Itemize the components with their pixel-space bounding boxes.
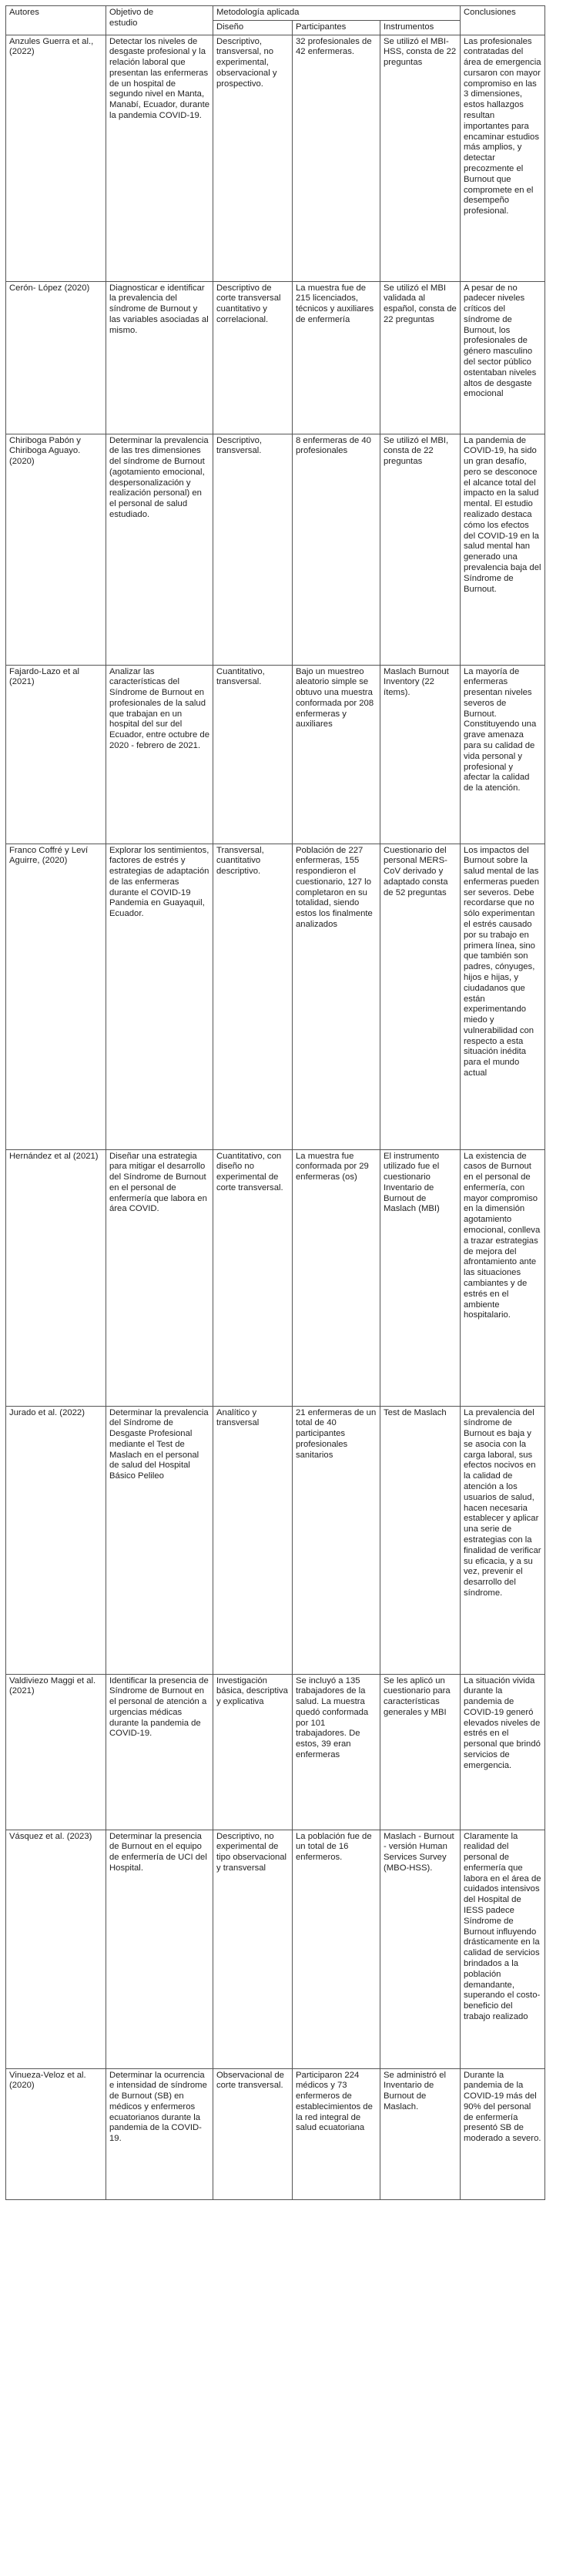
- cell-objetivo: Explorar los sentimientos, factores de estrés y estrategias de adaptación de las enfermeras durante el COVID-19 Pandemia en Guayaquil, Ecuador.: [106, 844, 213, 1149]
- cell-objetivo: Determinar la prevalencia del Síndrome de Desgaste Profesional mediante el Test de Maslach en el personal de salud del Hospital Básico Pelileo: [106, 1406, 213, 1674]
- studies-table-wrapper: [5, 5, 544, 2200]
- table-row: [6, 1406, 545, 1674]
- cell-autores: Fajardo-Lazo et al (2021): [6, 665, 106, 844]
- header-instrumentos: Instrumentos: [380, 20, 461, 35]
- header-row-1: [6, 6, 545, 21]
- cell-instrumentos: Test de Maslach: [380, 1406, 461, 1674]
- cell-conclusiones: Claramente la realidad del personal de enfermería que labora en el área de cuidados intensivos del Hospital de IESS padece Síndrome de Burnout influyendo drásticamente en la calidad de servicios brindados a la población demandante, superando el costo-beneficio del trabajo realizado: [461, 1830, 545, 2068]
- cell-conclusiones: La existencia de casos de Burnout en el personal de enfermería, con mayor compromiso en la dimensión agotamiento emocional, conlleva a trazar estrategias de mejora del afrontamiento ante las situaciones cambiantes y de estrés en el ambiente hospitalario.: [461, 1149, 545, 1406]
- cell-objetivo: Analizar las características del Síndrome de Burnout en profesionales de la salud que trabajan en un hospital del sur del Ecuador, entre octubre de 2020 - febrero de 2021.: [106, 665, 213, 844]
- cell-conclusiones: A pesar de no padecer niveles críticos del síndrome de Burnout, los profesionales de género masculino del sector público ostentaban niveles altos de desgaste emocional: [461, 281, 545, 434]
- cell-diseno: Analítico y transversal: [213, 1406, 293, 1674]
- cell-instrumentos: Se utilizó el MBI validada al español, consta de 22 preguntas: [380, 281, 461, 434]
- cell-autores: Vinueza-Veloz et al. (2020): [6, 2068, 106, 2199]
- cell-diseno: Descriptivo, no experimental de tipo observacional y transversal: [213, 1830, 293, 2068]
- cell-autores: Valdiviezo Maggi et al. (2021): [6, 1674, 106, 1830]
- cell-objetivo: Determinar la presencia de Burnout en el equipo de enfermería de UCI del Hospital.: [106, 1830, 213, 2068]
- cell-objetivo: Diagnosticar e identificar la prevalencia del síndrome de Burnout y las variables asociadas al mismo.: [106, 281, 213, 434]
- cell-participantes: 8 enfermeras de 40 profesionales: [293, 434, 380, 665]
- table-row: [6, 1674, 545, 1830]
- cell-objetivo: Determinar la ocurrencia e intensidad de síndrome de Burnout (SB) en médicos y enfermeros ecuatorianos durante la pandemia de la COVID-19.: [106, 2068, 213, 2199]
- table-row: [6, 35, 545, 281]
- header-diseno: Diseño: [213, 20, 293, 35]
- header-participantes: Participantes: [293, 20, 380, 35]
- cell-autores: Jurado et al. (2022): [6, 1406, 106, 1674]
- cell-conclusiones: La pandemia de COVID-19, ha sido un gran desafío, pero se desconoce el alcance total del impacto en la salud mental. El estudio realizado destaca cómo los efectos del COVID-19 en la salud mental han generado una prevalencia baja del Síndrome de Burnout.: [461, 434, 545, 665]
- cell-participantes: 32 profesionales de 42 enfermeras.: [293, 35, 380, 281]
- cell-instrumentos: El instrumento utilizado fue el cuestionario Inventario de Burnout de Maslach (MBI): [380, 1149, 461, 1406]
- cell-participantes: Se incluyó a 135 trabajadores de la salud. La muestra quedó conformada por 101 trabajadores. De estos, 39 eran enfermeras: [293, 1674, 380, 1830]
- table-row: [6, 2068, 545, 2199]
- cell-autores: Franco Coffré y Leví Aguirre, (2020): [6, 844, 106, 1149]
- cell-instrumentos: Maslach Burnout Inventory (22 ítems).: [380, 665, 461, 844]
- cell-instrumentos: Se utilizó el MBI-HSS, consta de 22 preguntas: [380, 35, 461, 281]
- studies-table: [5, 5, 545, 2200]
- cell-instrumentos: Se les aplicó un cuestionario para características generales y MBI: [380, 1674, 461, 1830]
- header-autores: Autores: [6, 6, 106, 35]
- table-row: [6, 665, 545, 844]
- cell-objetivo: Diseñar una estrategia para mitigar el desarrollo del Síndrome de Burnout en el personal de enfermería que labora en área COVID.: [106, 1149, 213, 1406]
- cell-diseno: Transversal, cuantitativo descriptivo.: [213, 844, 293, 1149]
- table-row: [6, 1149, 545, 1406]
- cell-diseno: Descriptivo de corte transversal cuantitativo y correlacional.: [213, 281, 293, 434]
- cell-objetivo: Determinar la prevalencia de las tres dimensiones del síndrome de Burnout (agotamiento emocional, despersonalización y realización personal) en el personal de salud estudiado.: [106, 434, 213, 665]
- cell-instrumentos: Se utilizó el MBI, consta de 22 preguntas: [380, 434, 461, 665]
- cell-conclusiones: Las profesionales contratadas del área de emergencia cursaron con mayor compromiso en las 3 dimensiones, estos hallazgos resultan importantes para encaminar estudios más amplios, y detectar precozmente el Burnout que compromete en el desempeño profesional.: [461, 35, 545, 281]
- cell-diseno: Investigación básica, descriptiva y explicativa: [213, 1674, 293, 1830]
- cell-diseno: Cuantitativo, con diseño no experimental de corte transversal.: [213, 1149, 293, 1406]
- cell-instrumentos: Maslach - Burnout - versión Human Services Survey (MBO-HSS).: [380, 1830, 461, 2068]
- cell-autores: Vásquez et al. (2023): [6, 1830, 106, 2068]
- cell-conclusiones: Durante la pandemia de la COVID-19 más del 90% del personal de enfermería presentó SB de moderado a severo.: [461, 2068, 545, 2199]
- cell-diseno: Descriptivo, transversal.: [213, 434, 293, 665]
- cell-diseno: Descriptivo, transversal, no experimental, observacional y prospectivo.: [213, 35, 293, 281]
- cell-autores: Anzules Guerra et al., (2022): [6, 35, 106, 281]
- cell-instrumentos: Se administró el Inventario de Burnout de Maslach.: [380, 2068, 461, 2199]
- cell-autores: Cerón- López (2020): [6, 281, 106, 434]
- cell-participantes: La muestra fue de 215 licenciados, técnicos y auxiliares de enfermería: [293, 281, 380, 434]
- table-row: [6, 1830, 545, 2068]
- cell-participantes: Bajo un muestreo aleatorio simple se obtuvo una muestra conformada por 208 enfermeras y auxiliares: [293, 665, 380, 844]
- cell-conclusiones: La prevalencia del síndrome de Burnout es baja y se asocia con la carga laboral, sus efectos nocivos en la calidad de atención a los usuarios de salud, hacen necesaria establecer y aplicar una serie de estrategias con la finalidad de verificar su eficacia, y a su vez, prevenir el desarrollo del síndrome.: [461, 1406, 545, 1674]
- cell-autores: Chiriboga Pabón y Chiriboga Aguayo. (2020): [6, 434, 106, 665]
- cell-diseno: Observacional de corte transversal.: [213, 2068, 293, 2199]
- cell-diseno: Cuantitativo, transversal.: [213, 665, 293, 844]
- header-conclusiones: Conclusiones: [461, 6, 545, 35]
- cell-participantes: La población fue de un total de 16 enfermeros.: [293, 1830, 380, 2068]
- cell-conclusiones: La mayoría de enfermeras presentan niveles severos de Burnout. Constituyendo una grave amenaza para su calidad de vida personal y profesional y afectar la calidad de la atención.: [461, 665, 545, 844]
- table-row: [6, 281, 545, 434]
- cell-conclusiones: Los impactos del Burnout sobre la salud mental de las enfermeras pueden ser severos. Debe recordarse que no sólo experimentan el estrés causado por su trabajo en primera línea, sino que también son padres, cónyuges, hijos e hijas, y ciudadanos que están experimentando miedo y vulnerabilidad con respecto a esta situación inédita para el mundo actual: [461, 844, 545, 1149]
- cell-participantes: 21 enfermeras de un total de 40 participantes profesionales sanitarios: [293, 1406, 380, 1674]
- header-objetivo: Objetivo de estudio: [106, 6, 213, 35]
- cell-instrumentos: Cuestionario del personal MERS-CoV derivado y adaptado consta de 52 preguntas: [380, 844, 461, 1149]
- table-row: [6, 434, 545, 665]
- cell-participantes: Participaron 224 médicos y 73 enfermeros de establecimientos de la red integral de salud ecuatoriana: [293, 2068, 380, 2199]
- table-row: [6, 844, 545, 1149]
- header-metodologia: Metodología aplicada: [213, 6, 461, 21]
- cell-participantes: Población de 227 enfermeras, 155 respondieron el cuestionario, 127 lo completaron en su totalidad, siendo estos los finalmente analizados: [293, 844, 380, 1149]
- cell-objetivo: Detectar los niveles de desgaste profesional y la relación laboral que presentan las enfermeras de un hospital de segundo nivel en Manta, Manabí, Ecuador, durante la pandemia COVID-19.: [106, 35, 213, 281]
- cell-participantes: La muestra fue conformada por 29 enfermeras (os): [293, 1149, 380, 1406]
- cell-conclusiones: La situación vivida durante la pandemia de COVID-19 generó elevados niveles de estrés en el personal que brindó servicios de emergencia.: [461, 1674, 545, 1830]
- cell-autores: Hernández et al (2021): [6, 1149, 106, 1406]
- cell-objetivo: Identificar la presencia de Síndrome de Burnout en el personal de atención a urgencias médicas durante la pandemia de COVID-19.: [106, 1674, 213, 1830]
